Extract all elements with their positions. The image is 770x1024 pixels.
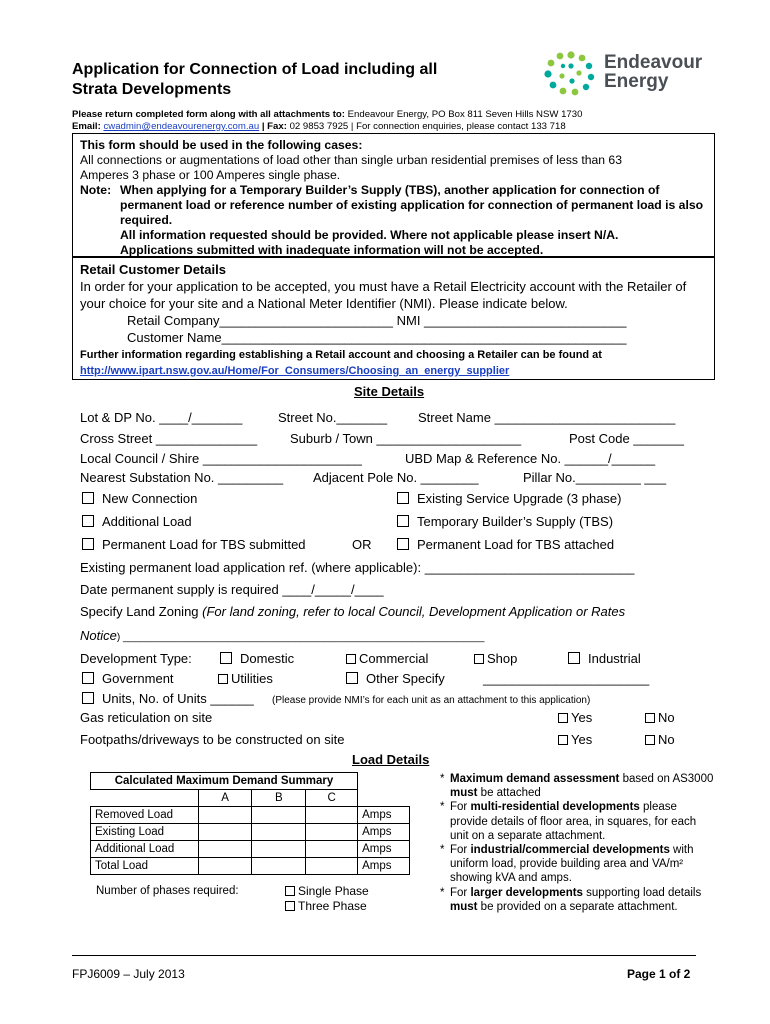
- logo-dots-icon: [542, 50, 600, 96]
- removed-a-cell[interactable]: [198, 807, 252, 824]
- total-a-cell[interactable]: [198, 858, 252, 875]
- shop-checkbox[interactable]: [474, 654, 484, 664]
- industrial-option[interactable]: Industrial: [568, 651, 641, 667]
- government-option[interactable]: Government: [82, 671, 174, 687]
- customer-name-field[interactable]: Customer Name________________________________________________________: [127, 330, 627, 345]
- street-name-field[interactable]: Street Name _________________________: [418, 410, 676, 425]
- site-details-title: Site Details: [354, 384, 425, 399]
- single-phase-checkbox[interactable]: [285, 886, 295, 896]
- or-label: OR: [352, 537, 372, 552]
- logo-text: Endeavour Energy: [604, 52, 703, 92]
- table-row: Additional Load Amps: [91, 841, 410, 858]
- load-details-title: Load Details: [352, 752, 430, 767]
- load-notes: * Maximum demand assessment based on AS3000 must be attached * For multi-residential developments please provide details of floor area, in squares, for each unit on a separate attachment. * For industrial/commercial developments with uniform load, provide building area and VA/m² showing kVA and amps. * For larger developments supporting load details must be provided on a separate attachment.: [440, 773, 714, 913]
- usage-note: Note: When applying for a Temporary Builder’s Supply (TBS), another application for connection of permanent load or reference number of existing application for connection of permanent load is also required. All information requested should be provided. Where not applicable please insert N/A. Applications submitted with inadequate information will not be accepted.: [80, 183, 704, 257]
- usage-heading: This form should be used in the following cases:: [80, 138, 363, 152]
- retail-customer-box: Retail Customer Details In order for your application to be accepted, you must have a Retail Electricity account with the Retailer of your choice for your site and a National Meter Identifier (NMI). Please indicate below. Retail Company________________________ NMI ____________________________ Customer Name________________________________________________________ Further information regarding establishing a Retail account and choosing a Retailer can be found at http://www.ipart.nsw.gov.au/Home/For_Consumers/Choosing_an_energy_supplier: [72, 257, 715, 380]
- page-title: [72, 60, 512, 100]
- table-row: Removed Load Amps: [91, 807, 410, 824]
- three-phase-checkbox[interactable]: [285, 901, 295, 911]
- land-zoning-field[interactable]: Notice) _________________________________________________________________: [80, 628, 485, 643]
- total-b-cell[interactable]: [252, 858, 306, 875]
- units-option[interactable]: Units, No. of Units ______: [82, 691, 254, 707]
- footpaths-no-checkbox[interactable]: [645, 735, 655, 745]
- postcode-field[interactable]: Post Code _______: [569, 431, 684, 446]
- units-checkbox[interactable]: [82, 692, 94, 704]
- perm-attached-checkbox[interactable]: [397, 538, 409, 550]
- government-checkbox[interactable]: [82, 672, 94, 684]
- existing-upgrade-option[interactable]: Existing Service Upgrade (3 phase): [397, 491, 622, 507]
- col-c-header: C: [306, 790, 358, 807]
- existing-ref-field[interactable]: Existing permanent load application ref. (where applicable): _____________________________: [80, 560, 635, 575]
- table-title: Calculated Maximum Demand Summary: [91, 773, 358, 790]
- gas-no-option[interactable]: No: [645, 710, 675, 726]
- retail-heading: Retail Customer Details: [80, 262, 226, 277]
- three-phase-option[interactable]: Three Phase: [285, 898, 367, 914]
- street-no-field[interactable]: Street No._______: [278, 410, 388, 425]
- industrial-checkbox[interactable]: [568, 652, 580, 664]
- commercial-checkbox[interactable]: [346, 654, 356, 664]
- retail-company-field[interactable]: Retail Company________________________ NMI ____________________________: [127, 313, 627, 328]
- domestic-option[interactable]: Domestic: [220, 651, 294, 667]
- other-specify-field[interactable]: _______________________: [483, 671, 650, 686]
- perm-submitted-option[interactable]: Permanent Load for TBS submitted: [82, 537, 306, 553]
- gas-label: Gas reticulation on site: [80, 710, 213, 725]
- lot-dp-field[interactable]: Lot & DP No. ____/_______: [80, 410, 243, 425]
- footpaths-no-option[interactable]: No: [645, 732, 675, 748]
- table-row: Existing Load Amps: [91, 824, 410, 841]
- footer-divider: [72, 955, 696, 956]
- col-b-header: B: [252, 790, 306, 807]
- other-specify-checkbox[interactable]: [346, 672, 358, 684]
- other-specify-option[interactable]: Other Specify: [346, 671, 445, 687]
- pillar-field[interactable]: Pillar No._________ ___: [523, 470, 667, 485]
- additional-c-cell[interactable]: [306, 841, 358, 858]
- land-zoning-label: Specify Land Zoning (For land zoning, refer to local Council, Development Application or Rates: [80, 604, 626, 619]
- existing-upgrade-checkbox[interactable]: [397, 492, 409, 504]
- gas-yes-option[interactable]: Yes: [558, 710, 592, 726]
- phases-label: Number of phases required:: [96, 885, 239, 897]
- date-required-field[interactable]: Date permanent supply is required ____/_____/____: [80, 582, 384, 597]
- perm-submitted-checkbox[interactable]: [82, 538, 94, 550]
- email-link[interactable]: cwadmin@endeavourenergy.com.au: [103, 121, 260, 132]
- additional-a-cell[interactable]: [198, 841, 252, 858]
- gas-no-checkbox[interactable]: [645, 713, 655, 723]
- perm-attached-option[interactable]: Permanent Load for TBS attached: [397, 537, 614, 553]
- tbs-option[interactable]: Temporary Builder’s Supply (TBS): [397, 514, 613, 530]
- endeavour-energy-logo: [542, 50, 722, 96]
- page-number: Page 1 of 2: [627, 967, 691, 981]
- units-note: (Please provide NMI’s for each unit as an attachment to this application): [272, 695, 591, 706]
- footpaths-label: Footpaths/driveways to be constructed on site: [80, 732, 345, 747]
- tbs-checkbox[interactable]: [397, 515, 409, 527]
- footpaths-yes-option[interactable]: Yes: [558, 732, 592, 748]
- domestic-checkbox[interactable]: [220, 652, 232, 664]
- utilities-option[interactable]: Utilities: [218, 671, 273, 687]
- new-connection-checkbox[interactable]: [82, 492, 94, 504]
- council-field[interactable]: Local Council / Shire ______________________: [80, 451, 362, 466]
- commercial-option[interactable]: Commercial: [346, 651, 428, 667]
- removed-c-cell[interactable]: [306, 807, 358, 824]
- ubd-field[interactable]: UBD Map & Reference No. ______/______: [405, 451, 656, 466]
- existing-c-cell[interactable]: [306, 824, 358, 841]
- shop-option[interactable]: Shop: [474, 651, 517, 667]
- additional-load-checkbox[interactable]: [82, 515, 94, 527]
- col-a-header: A: [198, 790, 252, 807]
- additional-b-cell[interactable]: [252, 841, 306, 858]
- adjacent-pole-field[interactable]: Adjacent Pole No. ________: [313, 470, 479, 485]
- return-instructions: Please return completed form along with all attachments to: Endeavour Energy, PO Box 811 Seven Hills NSW 1730 Email: cwadmin@endeavourenergy.com.au | Fax: 02 9853 7925 | For connection enquiries, please contact 133 718: [72, 109, 583, 132]
- table-row: Total Load Amps: [91, 858, 410, 875]
- total-c-cell[interactable]: [306, 858, 358, 875]
- dev-type-label: Development Type:: [80, 651, 192, 666]
- existing-a-cell[interactable]: [198, 824, 252, 841]
- footpaths-yes-checkbox[interactable]: [558, 735, 568, 745]
- gas-yes-checkbox[interactable]: [558, 713, 568, 723]
- title-line-1: Application for Connection of Load including all: [72, 61, 438, 78]
- ipart-link[interactable]: http://www.ipart.nsw.gov.au/Home/For_Consumers/Choosing_an_energy_supplier: [80, 365, 510, 377]
- max-demand-table: [90, 772, 410, 875]
- utilities-checkbox[interactable]: [218, 674, 228, 684]
- usage-box: This form should be used in the following cases: All connections or augmentations of load other than single urban residential premises of less than 63 Amperes 3 phase or 100 Amperes single phase. Note: When applying for a Temporary Builder’s Supply (TBS), another application for connection of permanent load or reference number of existing application for connection of permanent load is also required. All information requested should be provided. Where not applicable please insert N/A. Applications submitted with inadequate information will not be accepted.: [72, 133, 715, 257]
- substation-field[interactable]: Nearest Substation No. _________: [80, 470, 284, 485]
- existing-b-cell[interactable]: [252, 824, 306, 841]
- removed-b-cell[interactable]: [252, 807, 306, 824]
- new-connection-option[interactable]: New Connection: [82, 491, 197, 507]
- suburb-field[interactable]: Suburb / Town ____________________: [290, 431, 522, 446]
- cross-street-field[interactable]: Cross Street ______________: [80, 431, 258, 446]
- form-code: FPJ6009 – July 2013: [72, 967, 185, 981]
- additional-load-option[interactable]: Additional Load: [82, 514, 192, 530]
- single-phase-option[interactable]: Single Phase: [285, 883, 369, 899]
- title-line-2: Strata Developments: [72, 81, 232, 98]
